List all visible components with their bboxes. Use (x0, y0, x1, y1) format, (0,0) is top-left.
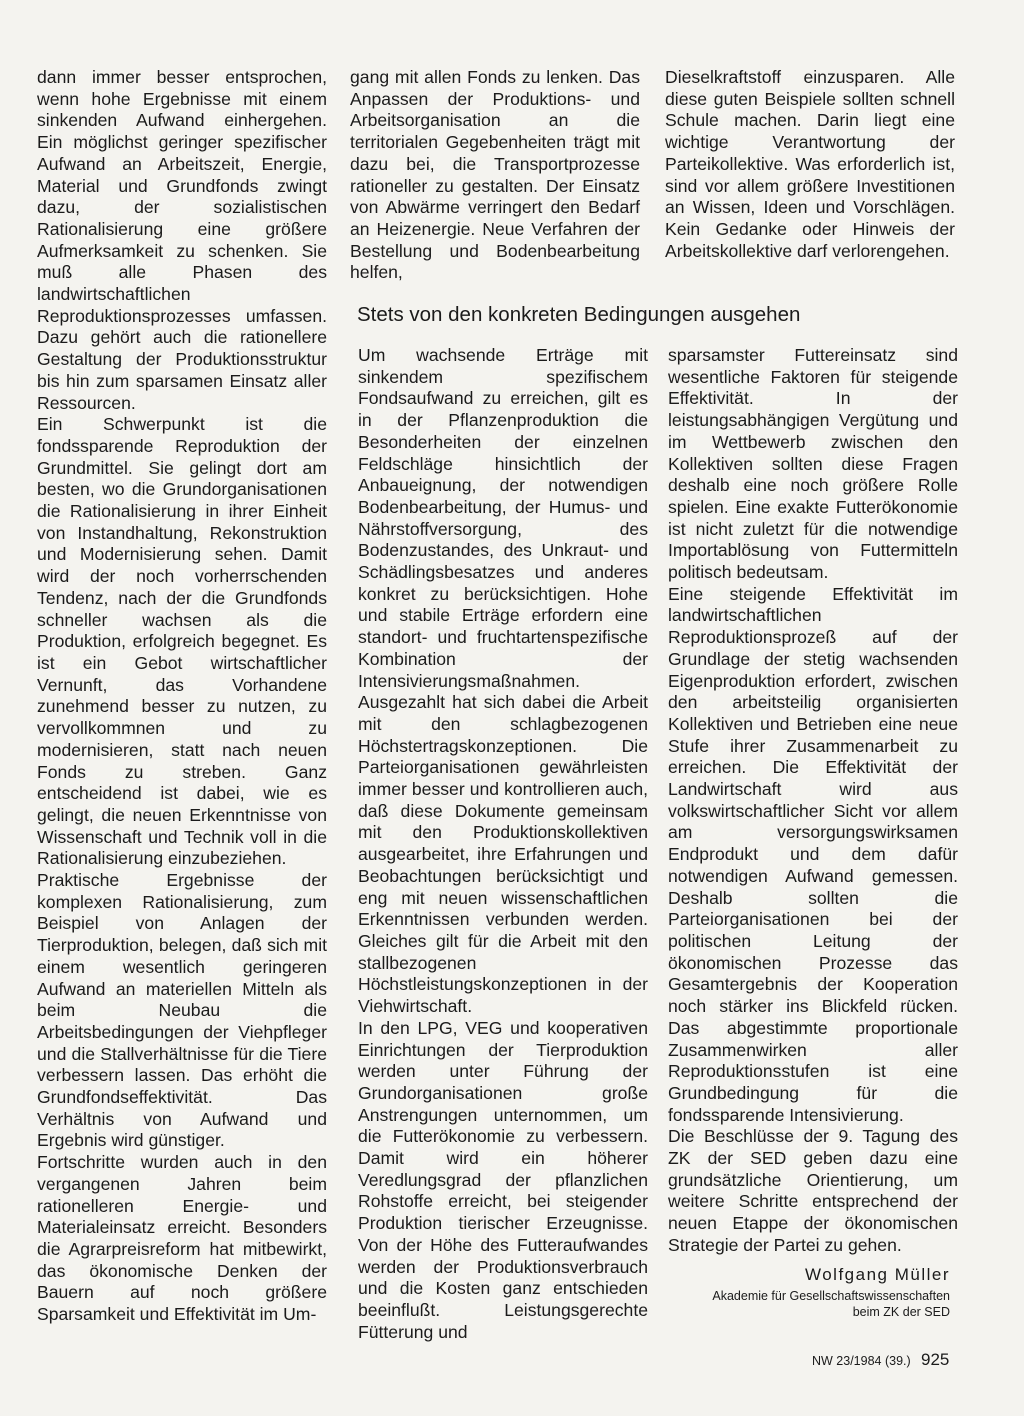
paragraph: Fortschritte wurden auch in den vergangenen Jahren beim rationelleren Energie- und Materialeinsatz erreicht. Besonders die Agrarpreisreform hat mitbewirkt, das ökonomische Denken der Bauern auf noch größere Sparsamkeit und Effektivität im Um- (37, 1152, 327, 1325)
author-name: Wolfgang Müller (804, 1265, 950, 1284)
column-2-top (350, 67, 640, 284)
column-3-top (665, 67, 955, 262)
page-number: 925 (921, 1350, 950, 1369)
column-3-bottom (668, 345, 958, 1257)
paragraph: Praktische Ergebnisse der komplexen Rationalisierung, zum Beispiel von Anlagen der Tierproduktion, belegen, daß sich mit einem wesentlich geringeren Aufwand an materiellen Mitteln als beim Neubau die Arbeitsbedingungen der Viehpfleger und die Stallverhältnisse für die Tiere verbessern lassen. Das erhöht die Grundfondseffektivität. Das Verhältnis von Aufwand und Ergebnis wird günstiger. (37, 870, 327, 1151)
column-2-bottom (358, 345, 648, 1343)
author-affiliation (640, 1288, 950, 1320)
paragraph: Eine steigende Effektivität im landwirtschaftlichen Reproduktionsprozeß auf der Grundlage der stetig wachsenden Eigenproduktion erfordert, zwischen den arbeitsteilig organisierten Kollektiven und Betrieben eine neue Stufe ihrer Zusammenarbeit zu erreichen. Die Effektivität der Landwirtschaft wird aus volkswirtschaftlicher Sicht vor allem am versorgungswirksamen Endprodukt und dem dafür notwendigen Aufwand gemessen. Deshalb sollten die Parteiorganisationen bei der politischen Leitung der ökonomischen Prozesse das Gesamtergebnis der Kooperation noch stärker ins Blickfeld rücken. Das abgestimmte proportionale Zusammenwirken aller Reproduktionsstufen ist eine Grundbedingung für die fondssparende Intensivierung. (668, 583, 958, 1125)
paragraph: Ein Schwerpunkt ist die fondssparende Reproduktion der Grundmittel. Sie gelingt dort am besten, wo die Grundorganisationen die Rationalisierung in ihrer Einheit von Instandhaltung, Rekonstruktion und Modernisierung sehen. Damit wird der noch vorherrschenden Tendenz, nach der die Grundfonds schneller wachsen als die Produktion, erfolgreich begegnet. Es ist ein Gebot wirtschaftlicher Vernunft, das Vorhandene zunehmend besser zu nutzen, zu vervollkommnen und zu modernisieren, statt nach neuen Fonds zu streben. Ganz entscheidend ist dabei, wie es gelingt, die neuen Erkenntnisse von Wissenschaft und Technik voll in die Rationalisierung einzubeziehen. (37, 414, 327, 869)
paragraph: gang mit allen Fonds zu lenken. Das Anpassen der Produktions- und Arbeitsorganisation an die territorialen Gegebenheiten trägt mit dazu bei, die Transportprozesse rationeller zu gestalten. Der Einsatz von Abwärme verringert den Bedarf an Heizenergie. Neue Verfahren der Bestellung und Bodenbearbeitung helfen, (350, 67, 640, 283)
paragraph: sparsamster Futtereinsatz sind wesentliche Faktoren für steigende Effektivität. In der leistungsabhängigen Vergütung und im Wettbewerb zwischen den Kollektiven sollten diese Fragen deshalb eine noch größere Rolle spielen. Eine exakte Futterökonomie ist nicht zuletzt für die notwendige Importablösung von Futtermitteln politisch bedeutsam. (668, 345, 958, 583)
affiliation-line: beim ZK der SED (852, 1305, 950, 1319)
issue-label: NW 23/1984 (39.) (812, 1354, 911, 1368)
paragraph: In den LPG, VEG und kooperativen Einrichtungen der Tierproduktion werden unter Führung der Grundorganisationen große Anstrengungen unternommen, um die Futterökonomie zu verbessern. Damit wird ein höherer Veredlungsgrad der pflanzlichen Rohstoffe erreicht, bei steigender Produktion tierischer Erzeugnisse. Von der Höhe des Futteraufwandes werden der Produktionsverbrauch und die Kosten ganz entschieden beeinflußt. Leistungsgerechte Fütterung und (358, 1017, 648, 1342)
column-1 (37, 67, 327, 1326)
paragraph: dann immer besser entsprochen, wenn hohe Ergebnisse mit einem sinkenden Aufwand einhergehen. Ein möglichst geringer spezifischer Aufwand an Arbeitszeit, Energie, Material und Grundfonds zwingt dazu, der sozialistischen Rationalisierung eine größere Aufmerksamkeit zu schenken. Sie muß alle Phasen des landwirtschaftlichen Reproduktionsprozesses umfassen. Dazu gehört auch die rationellere Gestaltung der Produktionsstruktur bis hin zum sparsamen Einsatz aller Ressourcen. (37, 67, 327, 413)
section-heading: Stets von den konkreten Bedingungen ausgehen (357, 303, 801, 326)
affiliation-line: Akademie für Gesellschaftswissenschaften (712, 1289, 950, 1303)
paragraph: Die Beschlüsse der 9. Tagung des ZK der SED geben dazu eine grundsätzliche Orientierung, um weitere Schritte entsprechend der neuen Etappe der ökonomischen Strategie der Partei zu gehen. (668, 1126, 958, 1255)
paragraph: Um wachsende Erträge mit sinkendem spezifischem Fondsaufwand zu erreichen, gilt es in der Pflanzenproduktion die Besonderheiten der einzelnen Feldschläge hinsichtlich der Anbaueignung, der notwendigen Bodenbearbeitung, der Humus- und Nährstoffversorgung, des Bodenzustandes, des Unkraut- und Schädlingsbesatzes und anderes konkret zu berücksichtigen. Hohe und stabile Erträge erfordern eine standort- und fruchtartenspezifische Kombination der Intensivierungsmaßnahmen. Ausgezahlt hat sich dabei die Arbeit mit den schlagbezogenen Höchstertragskonzeptionen. Die Parteiorganisationen gewährleisten immer besser und kontrollieren auch, daß diese Dokumente gemeinsam mit den Produktionskollektiven ausgearbeitet, ihre Erfahrungen und Beobachtungen berücksichtigt und eng mit neuen wissenschaftlichen Erkenntnissen verbunden werden. Gleiches gilt für die Arbeit mit den stallbezogenen Höchstleistungskonzeptionen in der Viehwirtschaft. (358, 345, 648, 1017)
paragraph: Dieselkraftstoff einzusparen. Alle diese guten Beispiele sollten schnell Schule machen. Darin liegt eine wichtige Verantwortung der Parteikollektive. Was erforderlich ist, sind vor allem größere Investitionen an Wissen, Ideen und Vorschlägen. Kein Gedanke oder Hinweis der Arbeitskollektive darf verlorengehen. (665, 67, 955, 261)
